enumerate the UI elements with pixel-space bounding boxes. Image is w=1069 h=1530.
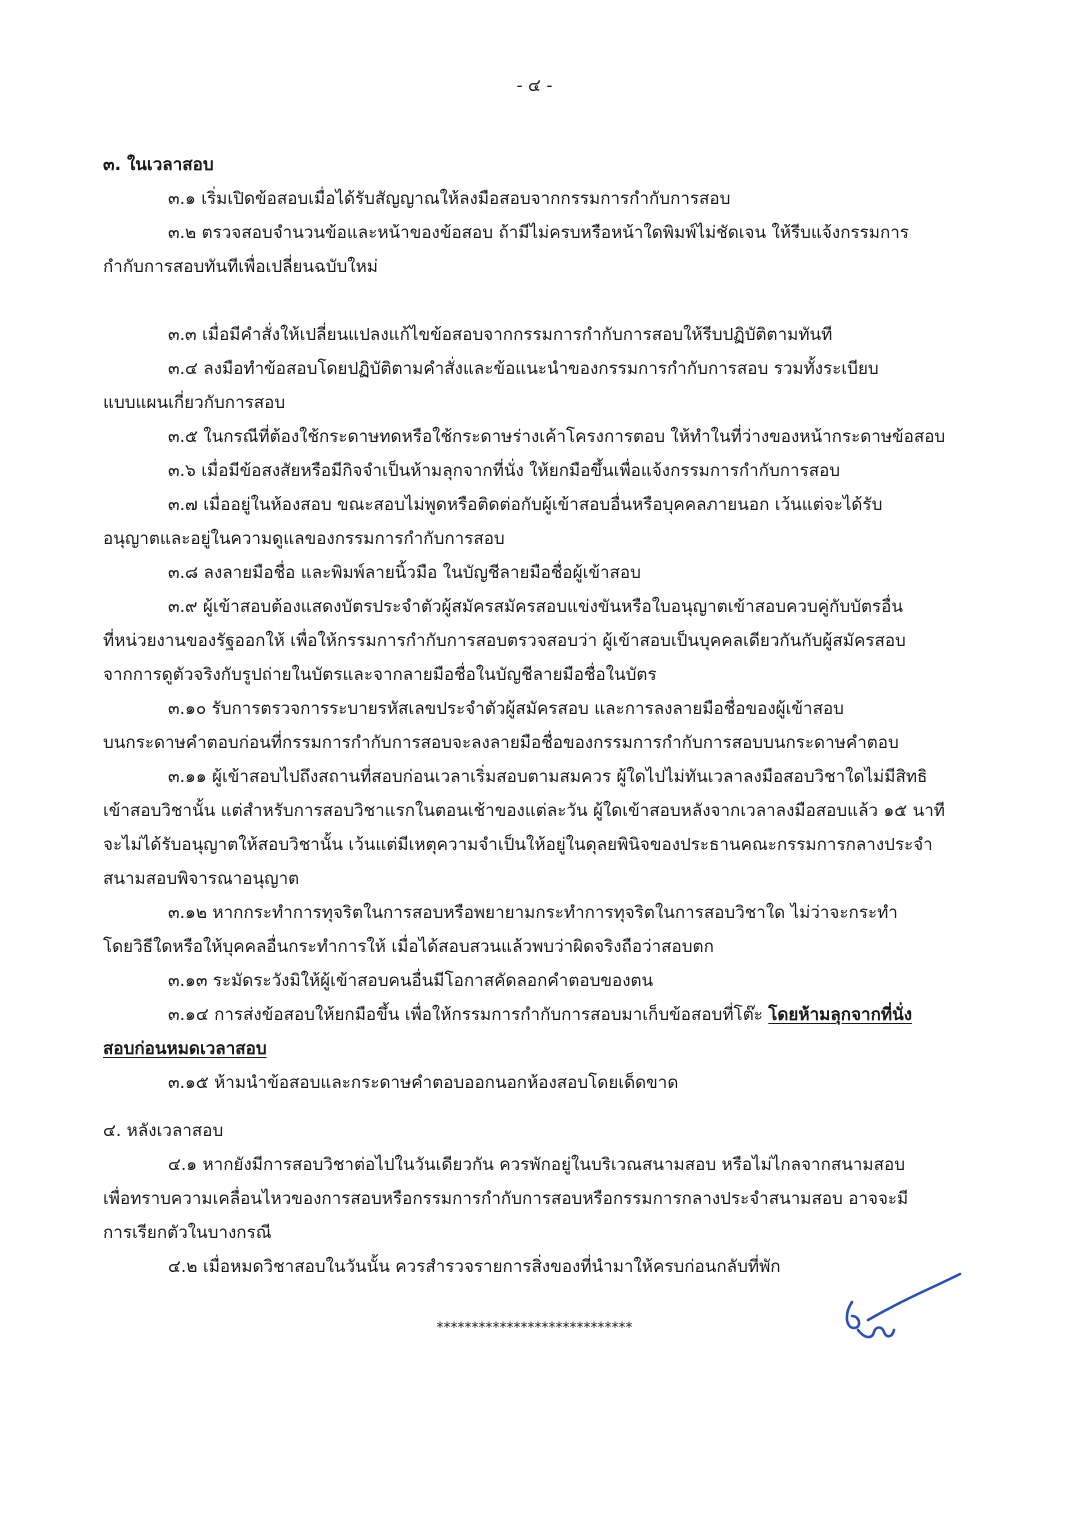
item-3-14-emphasis: โดยห้ามลุกจากที่นั่ง — [768, 1005, 912, 1025]
item-3-9-cont: ที่หน่วยงานของรัฐออกให้ เพื่อให้กรรมการกำกับการสอบตรวจสอบว่า ผู้เข้าสอบเป็นบุคคลเดียวกันกับผู้สมัครสอบ — [103, 631, 906, 651]
item-3-2: ๓.๒ ตรวจสอบจำนวนข้อและหน้าของข้อสอบ ถ้ามีไม่ครบหรือหน้าใดพิมพ์ไม่ชัดเจน ให้รีบแจ้งกรรมการ — [168, 223, 909, 243]
item-3-9-cont-2: จากการดูตัวจริงกับรูปถ่ายในบัตรและจากลายมือชื่อในบัญชีลายมือชื่อในบัตร — [103, 665, 657, 685]
item-3-1: ๓.๑ เริ่มเปิดข้อสอบเมื่อได้รับสัญญาณให้ลงมือสอบจากกรรมการกำกับการสอบ — [168, 189, 731, 209]
item-3-4-cont: แบบแผนเกี่ยวกับการสอบ — [103, 393, 286, 413]
item-3-4: ๓.๔ ลงมือทำข้อสอบโดยปฏิบัติตามคำสั่งและข้อแนะนำของกรรมการกำกับการสอบ รวมทั้งระเบียบ — [168, 359, 879, 379]
section-3-heading: ๓. ในเวลาสอบ — [103, 155, 214, 175]
item-3-12-cont: โดยวิธีใดหรือให้บุคคลอื่นกระทำการให้ เมื่อได้สอบสวนแล้วพบว่าผิดจริงถือว่าสอบตก — [103, 937, 714, 957]
item-3-8: ๓.๘ ลงลายมือชื่อ และพิมพ์ลายนิ้วมือ ในบัญชีลายมือชื่อผู้เข้าสอบ — [168, 563, 641, 583]
item-3-11-cont-3: สนามสอบพิจารณาอนุญาต — [103, 869, 300, 889]
handwritten-signature — [838, 1268, 968, 1358]
item-3-14-text: ๓.๑๔ การส่งข้อสอบให้ยกมือขึ้น เพื่อให้กรรมการกำกับการสอบมาเก็บข้อสอบที่โต๊ะ — [168, 1005, 769, 1025]
item-3-3: ๓.๓ เมื่อมีคำสั่งให้เปลี่ยนแปลงแก้ไขข้อสอบจากกรรมการกำกับการสอบให้รีบปฏิบัติตามทันที — [168, 325, 833, 345]
item-4-1: ๔.๑ หากยังมีการสอบวิชาต่อไปในวันเดียวกัน ควรพักอยู่ในบริเวณสนามสอบ หรือไม่ไกลจากสนามสอบ — [168, 1155, 906, 1175]
item-3-12: ๓.๑๒ หากกระทำการทุจริตในการสอบหรือพยายามกระทำการทุจริตในการสอบวิชาใด ไม่ว่าจะกระทำ — [168, 903, 898, 923]
item-3-5: ๓.๕ ในกรณีที่ต้องใช้กระดาษทดหรือใช้กระดาษร่างเค้าโครงการตอบ ให้ทำในที่ว่างของหน้ากระดาษข้อสอบ — [168, 427, 946, 447]
item-3-11: ๓.๑๑ ผู้เข้าสอบไปถึงสถานที่สอบก่อนเวลาเริ่มสอบตามสมควร ผู้ใดไปไม่ทันเวลาลงมือสอบวิชาใดไม่มีสิทธิ — [168, 767, 928, 787]
item-3-10: ๓.๑๐ รับการตรวจการระบายรหัสเลขประจำตัวผู้สมัครสอบ และการลงลายมือชื่อของผู้เข้าสอบ — [168, 699, 844, 719]
item-3-11-cont-2: จะไม่ได้รับอนุญาตให้สอบวิชานั้น เว้นแต่มีเหตุความจำเป็นให้อยู่ในดุลยพินิจของประธานคณะกรรมการกลางประจำ — [103, 835, 933, 855]
item-3-7: ๓.๗ เมื่ออยู่ในห้องสอบ ขณะสอบไม่พูดหรือติดต่อกับผู้เข้าสอบอื่นหรือบุคคลภายนอก เว้นแต่จะได้รับ — [168, 495, 883, 515]
item-4-2: ๔.๒ เมื่อหมดวิชาสอบในวันนั้น ควรสำรวจรายการสิ่งของที่นำมาให้ครบก่อนกลับที่พัก — [168, 1257, 781, 1277]
item-3-14-emphasis-cont: สอบก่อนหมดเวลาสอบ — [103, 1039, 267, 1059]
page-number: - ๔ - — [516, 76, 553, 96]
item-3-2-cont: กำกับการสอบทันทีเพื่อเปลี่ยนฉบับใหม่ — [103, 257, 379, 277]
section-4-heading: ๔. หลังเวลาสอบ — [103, 1121, 224, 1141]
item-3-6: ๓.๖ เมื่อมีข้อสงสัยหรือมีกิจจำเป็นห้ามลุกจากที่นั่ง ให้ยกมือขึ้นเพื่อแจ้งกรรมการกำกับการสอบ — [168, 461, 841, 481]
item-4-1-cont: เพื่อทราบความเคลื่อนไหวของการสอบหรือกรรมการกำกับการสอบหรือกรรมการกลางประจำสนามสอบ อาจจะมี — [103, 1189, 909, 1209]
end-mark: **************************** — [436, 1320, 633, 1336]
item-3-9: ๓.๙ ผู้เข้าสอบต้องแสดงบัตรประจำตัวผู้สมัครสมัครสอบแข่งขันหรือใบอนุญาตเข้าสอบควบคู่กับบัตรอื่น — [168, 597, 904, 617]
item-3-10-cont: บนกระดาษคำตอบก่อนที่กรรมการกำกับการสอบจะลงลายมือชื่อของกรรมการกำกับการสอบบนกระดาษคำตอบ — [103, 733, 899, 753]
item-3-14 — [168, 1003, 912, 1027]
item-3-13: ๓.๑๓ ระมัดระวังมิให้ผู้เข้าสอบคนอื่นมีโอกาสคัดลอกคำตอบของตน — [168, 971, 654, 991]
item-3-11-cont: เข้าสอบวิชานั้น แต่สำหรับการสอบวิชาแรกในตอนเช้าของแต่ละวัน ผู้ใดเข้าสอบหลังจากเวลาลงมือสอบแล้ว ๑๕ นาที — [103, 801, 945, 821]
item-3-15: ๓.๑๕ ห้ามนำข้อสอบและกระดาษคำตอบออกนอกห้องสอบโดยเด็ดขาด — [168, 1073, 679, 1093]
item-3-7-cont: อนุญาตและอยู่ในความดูแลของกรรมการกำกับการสอบ — [103, 529, 505, 549]
item-4-1-cont-2: การเรียกตัวในบางกรณี — [103, 1223, 272, 1243]
